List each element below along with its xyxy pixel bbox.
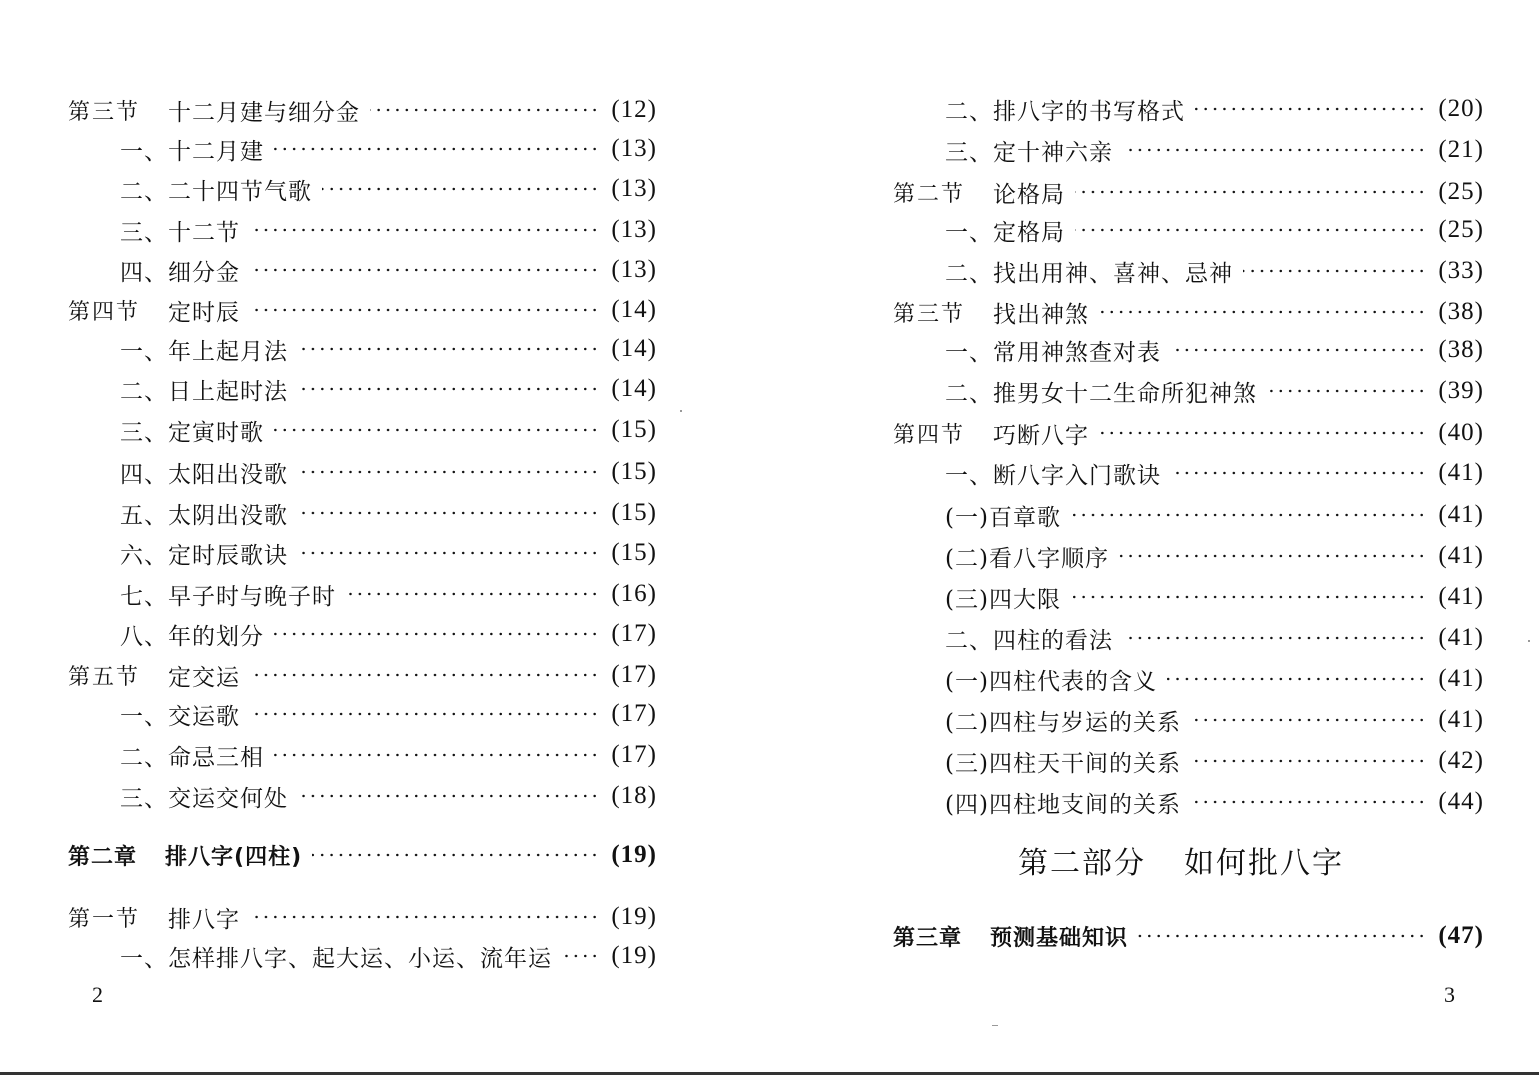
entry-title: (三)四柱天干间的关系 bbox=[945, 750, 1181, 777]
dot-leader bbox=[1138, 934, 1426, 938]
entry-title: 三、定寅时歌 bbox=[120, 419, 264, 446]
dot-leader bbox=[346, 592, 599, 596]
entry-page-number: (44) bbox=[1438, 788, 1484, 815]
entry-page-number: (17) bbox=[611, 700, 657, 727]
entry-page-number: (39) bbox=[1438, 377, 1484, 404]
entry-page-number: (25) bbox=[1438, 216, 1484, 243]
toc-item-entry bbox=[945, 540, 1484, 572]
dot-leader bbox=[1167, 677, 1426, 681]
toc-chapter-entry bbox=[893, 920, 1484, 952]
entry-title: 三、交运交何处 bbox=[120, 785, 288, 812]
entry-page-number: (19) bbox=[611, 903, 657, 930]
page-number-left: 2 bbox=[92, 982, 103, 1007]
toc-item-entry bbox=[945, 214, 1484, 246]
toc-section-entry bbox=[68, 659, 657, 691]
entry-title: 定交运 bbox=[168, 664, 241, 691]
toc-item-entry bbox=[945, 745, 1484, 777]
toc-item-entry bbox=[120, 414, 657, 446]
entry-page-number: (17) bbox=[611, 741, 657, 768]
entry-title: 论格局 bbox=[993, 181, 1066, 208]
dot-leader bbox=[298, 794, 599, 798]
entry-title: 一、断八字入门歌诀 bbox=[945, 462, 1161, 489]
dot-leader bbox=[274, 147, 599, 151]
dot-leader bbox=[370, 108, 599, 112]
entry-page-number: (17) bbox=[611, 620, 657, 647]
dot-leader bbox=[1123, 636, 1426, 640]
entry-page-number: (47) bbox=[1438, 922, 1484, 949]
entry-page-number: (15) bbox=[611, 416, 657, 443]
dot-leader bbox=[274, 632, 599, 636]
entry-page-number: (15) bbox=[611, 499, 657, 526]
entry-page-number: (13) bbox=[611, 175, 657, 202]
entry-page-number: (14) bbox=[611, 375, 657, 402]
entry-title: (一)百章歌 bbox=[945, 504, 1061, 531]
dot-leader bbox=[274, 753, 599, 757]
scan-speck bbox=[1528, 640, 1530, 642]
dot-leader bbox=[1195, 107, 1426, 111]
toc-item-entry bbox=[120, 698, 657, 730]
toc-item-entry bbox=[120, 173, 657, 205]
entry-title: 二、命忌三相 bbox=[120, 744, 264, 771]
dot-leader bbox=[250, 673, 599, 677]
toc-item-entry bbox=[945, 663, 1484, 695]
entry-title: 四、太阳出没歌 bbox=[120, 461, 288, 488]
entry-page-number: (41) bbox=[1438, 665, 1484, 692]
entry-title: 八、年的划分 bbox=[120, 623, 264, 650]
entry-title: 十二月建与细分金 bbox=[168, 99, 361, 126]
entry-page-number: (19) bbox=[611, 841, 657, 868]
toc-chapter-entry bbox=[68, 839, 657, 871]
toc-section-entry bbox=[893, 176, 1484, 208]
entry-title: 排八字(四柱) bbox=[165, 844, 303, 870]
entry-section-label: 第三章 bbox=[893, 925, 963, 951]
toc-item-entry bbox=[120, 133, 657, 165]
toc-section-entry bbox=[68, 94, 657, 126]
dot-leader bbox=[562, 954, 599, 958]
dot-leader bbox=[322, 187, 599, 191]
entry-page-number: (17) bbox=[611, 661, 657, 688]
entry-page-number: (41) bbox=[1438, 459, 1484, 486]
dot-leader bbox=[1071, 595, 1426, 599]
entry-page-number: (12) bbox=[611, 96, 657, 123]
dot-leader bbox=[274, 428, 599, 432]
entry-page-number: (14) bbox=[611, 335, 657, 362]
entry-page-number: (13) bbox=[611, 135, 657, 162]
entry-page-number: (33) bbox=[1438, 257, 1484, 284]
dot-leader bbox=[1071, 513, 1426, 517]
entry-title: (二)看八字顺序 bbox=[945, 545, 1109, 572]
toc-item-entry bbox=[120, 214, 657, 246]
dot-leader bbox=[1123, 148, 1426, 152]
dot-leader bbox=[298, 387, 599, 391]
part-number: 第二部分 bbox=[1018, 846, 1146, 881]
dot-leader bbox=[250, 915, 599, 919]
dot-leader bbox=[250, 228, 599, 232]
dot-leader bbox=[250, 712, 599, 716]
entry-title: 排八字 bbox=[168, 906, 241, 933]
entry-title: 五、太阴出没歌 bbox=[120, 502, 288, 529]
entry-title: 定时辰 bbox=[168, 299, 241, 326]
entry-title: 三、定十神六亲 bbox=[945, 139, 1113, 166]
toc-item-entry bbox=[120, 739, 657, 771]
toc-item-entry bbox=[120, 373, 657, 405]
entry-section-label: 第二章 bbox=[68, 844, 138, 870]
entry-title: (三)四大限 bbox=[945, 586, 1061, 613]
entry-title: 七、早子时与晚子时 bbox=[120, 583, 336, 610]
entry-page-number: (40) bbox=[1438, 419, 1484, 446]
dot-leader bbox=[1191, 718, 1426, 722]
dot-leader bbox=[1191, 800, 1426, 804]
toc-item-entry bbox=[945, 255, 1484, 287]
entry-section-label: 第一节 bbox=[68, 906, 141, 932]
entry-title: 三、十二节 bbox=[120, 219, 240, 246]
entry-title: 一、十二月建 bbox=[120, 138, 264, 165]
toc-section-entry bbox=[68, 294, 657, 326]
toc-item-entry bbox=[120, 618, 657, 650]
entry-page-number: (15) bbox=[611, 458, 657, 485]
dot-leader bbox=[250, 308, 599, 312]
dot-leader bbox=[1099, 310, 1426, 314]
entry-page-number: (25) bbox=[1438, 178, 1484, 205]
page-number-right: 3 bbox=[1444, 982, 1455, 1007]
entry-page-number: (38) bbox=[1438, 336, 1484, 363]
dot-leader bbox=[1075, 228, 1426, 232]
entry-title: 二、找出用神、喜神、忌神 bbox=[945, 260, 1233, 287]
entry-page-number: (15) bbox=[611, 539, 657, 566]
entry-title: 二、推男女十二生命所犯神煞 bbox=[945, 380, 1257, 407]
entry-page-number: (14) bbox=[611, 296, 657, 323]
toc-item-entry bbox=[945, 134, 1484, 166]
toc-item-entry bbox=[120, 456, 657, 488]
toc-item-entry bbox=[945, 93, 1484, 125]
entry-page-number: (41) bbox=[1438, 583, 1484, 610]
entry-section-label: 第三节 bbox=[893, 301, 966, 327]
entry-title: 二、四柱的看法 bbox=[945, 627, 1113, 654]
dot-leader bbox=[1171, 348, 1426, 352]
toc-section-entry bbox=[893, 417, 1484, 449]
toc-item-entry bbox=[120, 780, 657, 812]
toc-item-entry bbox=[120, 497, 657, 529]
entry-title: 一、定格局 bbox=[945, 219, 1065, 246]
entry-title: 巧断八字 bbox=[993, 422, 1090, 449]
entry-title: 一、年上起月法 bbox=[120, 338, 288, 365]
entry-title: 二、排八字的书写格式 bbox=[945, 98, 1185, 125]
entry-section-label: 第三节 bbox=[68, 99, 141, 125]
dot-leader bbox=[1243, 269, 1426, 273]
toc-item-entry bbox=[120, 254, 657, 286]
entry-page-number: (16) bbox=[611, 580, 657, 607]
dot-leader bbox=[250, 268, 599, 272]
entry-page-number: (19) bbox=[611, 942, 657, 969]
dot-leader bbox=[298, 347, 599, 351]
entry-title: (一)四柱代表的含义 bbox=[945, 668, 1157, 695]
dot-leader bbox=[298, 551, 599, 555]
scan-speck bbox=[680, 410, 682, 412]
dot-leader bbox=[1099, 431, 1426, 435]
entry-page-number: (18) bbox=[611, 782, 657, 809]
toc-item-entry bbox=[945, 704, 1484, 736]
entry-page-number: (41) bbox=[1438, 624, 1484, 651]
entry-title: 四、细分金 bbox=[120, 259, 240, 286]
entry-title: 一、怎样排八字、起大运、小运、流年运 bbox=[120, 945, 552, 972]
entry-title: 二、日上起时法 bbox=[120, 378, 288, 405]
toc-item-entry bbox=[945, 375, 1484, 407]
toc-item-entry bbox=[120, 940, 657, 972]
entry-title: 预测基础知识 bbox=[990, 925, 1129, 951]
toc-item-entry bbox=[945, 457, 1484, 489]
entry-section-label: 第四节 bbox=[68, 299, 141, 325]
toc-item-entry bbox=[120, 578, 657, 610]
toc-item-entry bbox=[945, 622, 1484, 654]
entry-page-number: (13) bbox=[611, 256, 657, 283]
entry-section-label: 第二节 bbox=[893, 181, 966, 207]
entry-page-number: (38) bbox=[1438, 298, 1484, 325]
toc-item-entry bbox=[945, 499, 1484, 531]
entry-title: 一、交运歌 bbox=[120, 703, 240, 730]
dot-leader bbox=[298, 470, 599, 474]
toc-item-entry bbox=[120, 537, 657, 569]
entry-title: 二、二十四节气歌 bbox=[120, 178, 312, 205]
entry-section-label: 第四节 bbox=[893, 422, 966, 448]
entry-title: 找出神煞 bbox=[993, 301, 1090, 328]
entry-title: 六、定时辰歌诀 bbox=[120, 542, 288, 569]
entry-page-number: (42) bbox=[1438, 747, 1484, 774]
scan-edge-line bbox=[0, 1072, 1539, 1075]
toc-section-entry bbox=[68, 901, 657, 933]
toc-item-entry bbox=[945, 334, 1484, 366]
toc-item-entry bbox=[120, 333, 657, 365]
entry-page-number: (20) bbox=[1438, 95, 1484, 122]
entry-title: (二)四柱与岁运的关系 bbox=[945, 709, 1181, 736]
entry-page-number: (41) bbox=[1438, 501, 1484, 528]
entry-page-number: (21) bbox=[1438, 136, 1484, 163]
entry-page-number: (41) bbox=[1438, 542, 1484, 569]
dot-leader bbox=[1119, 554, 1426, 558]
entry-page-number: (41) bbox=[1438, 706, 1484, 733]
entry-title: (四)四柱地支间的关系 bbox=[945, 791, 1181, 818]
scan-speck bbox=[992, 1025, 998, 1026]
toc-item-entry bbox=[945, 581, 1484, 613]
toc-item-entry bbox=[945, 786, 1484, 818]
entry-section-label: 第五节 bbox=[68, 664, 141, 690]
dot-leader bbox=[1191, 759, 1426, 763]
dot-leader bbox=[298, 511, 599, 515]
dot-leader bbox=[1171, 471, 1426, 475]
part-heading bbox=[1018, 838, 1344, 882]
dot-leader bbox=[1075, 190, 1426, 194]
entry-page-number: (13) bbox=[611, 216, 657, 243]
dot-leader bbox=[312, 853, 599, 857]
dot-leader bbox=[1267, 389, 1426, 393]
part-title: 如何批八字 bbox=[1184, 846, 1344, 881]
toc-section-entry bbox=[893, 296, 1484, 328]
entry-title: 一、常用神煞查对表 bbox=[945, 339, 1161, 366]
